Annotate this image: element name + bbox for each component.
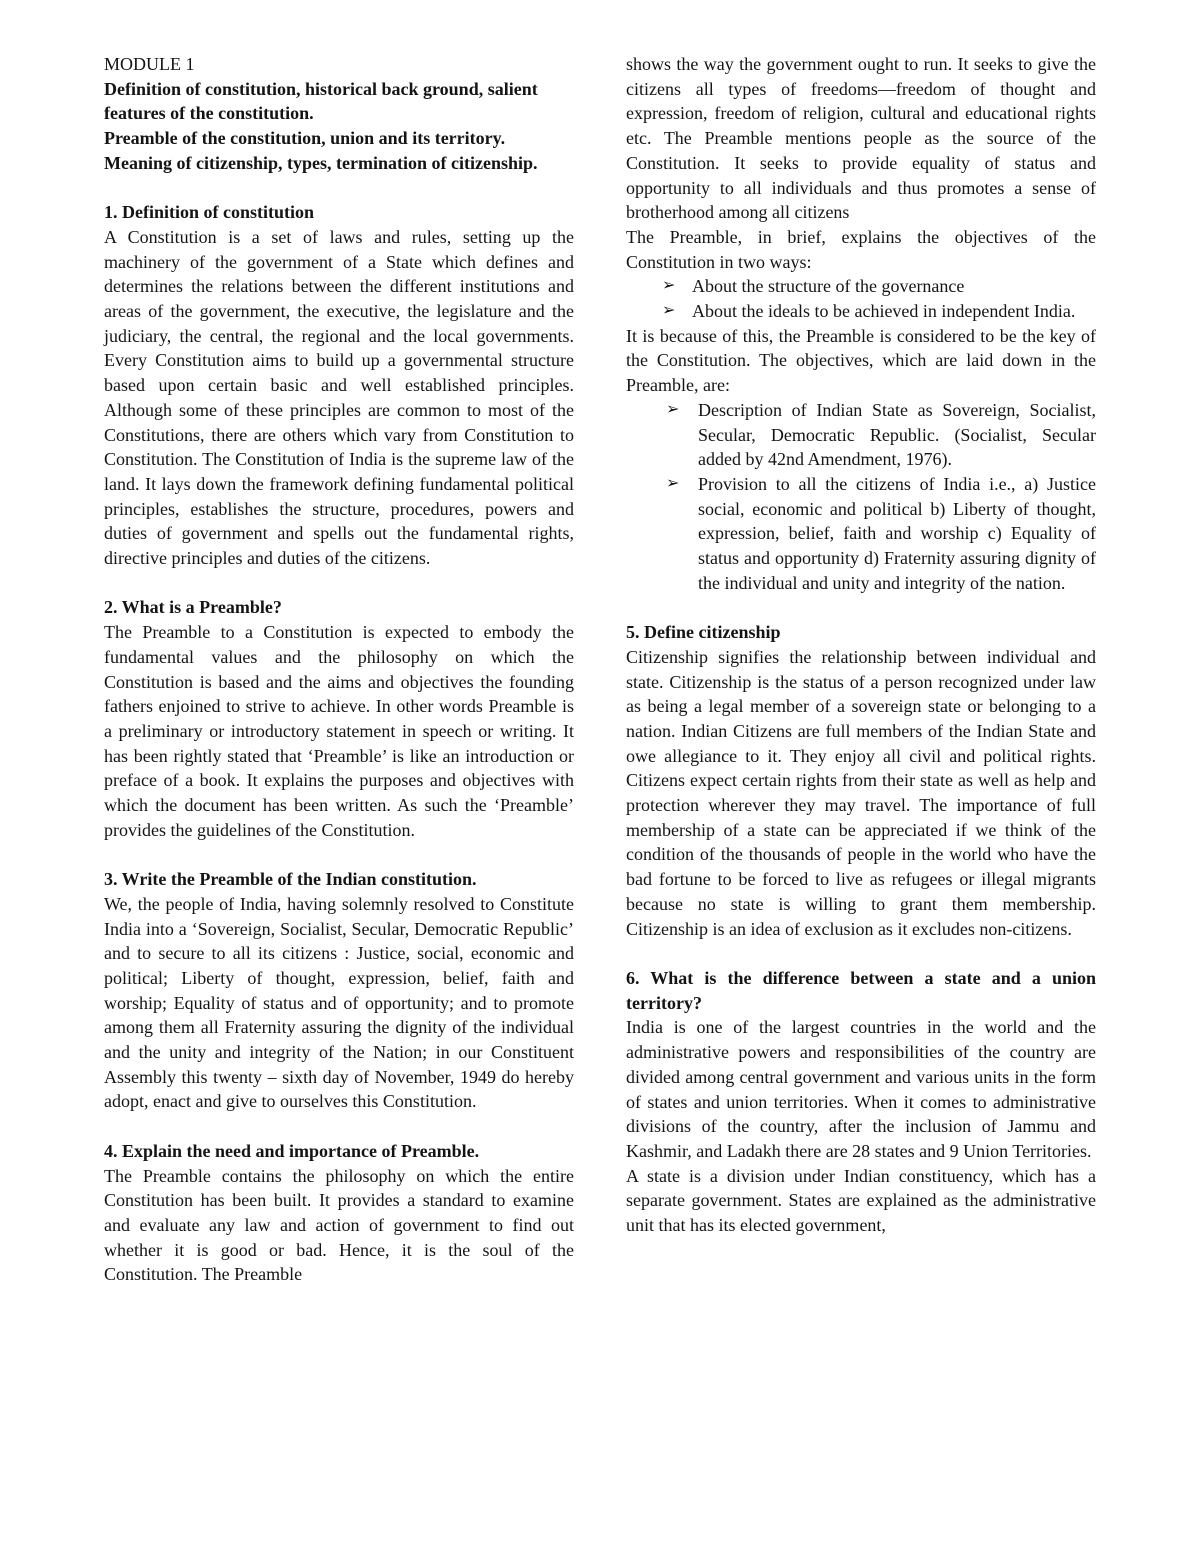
module-topic-3: Meaning of citizenship, types, termination of citizenship. (104, 152, 538, 173)
list-item: ➢ Provision to all the citizens of India i.e., a) Justice social, economic and political b) Liberty of thought, expression, belief, faith and worship c) Equality of status and opportunity d) Fraternity assuring dignity of the individual and unity and integrity of the nation. (666, 473, 1096, 593)
section-6-heading: 6. What is the difference between a state and a union territory? (626, 967, 1096, 1013)
left-column (104, 52, 574, 1287)
module-header (104, 52, 574, 176)
section-1-paragraph: A Constitution is a set of laws and rules, setting up the machinery of the government of a State which defines and determines the relations between the different institutions and areas of the government, the executive, the legislature and the judiciary, the central, the regional and the local governments. Every Constitution aims to build up a governmental structure based upon certain basic and well established principles. Although some of these principles are common to most of the Constitutions, there are others which vary from Constitution to Constitution. The Constitution of India is the supreme law of the land. It lays down the framework defining fundamental political principles, establishes the structure, procedures, powers and duties of government and spells out the fundamental rights, directive principles and duties of the citizens. (104, 226, 574, 569)
module-topic-2: Preamble of the constitution, union and its territory. (104, 128, 506, 149)
section-5-heading: 5. Define citizenship (626, 622, 781, 643)
arrow-bullet-icon: ➢ (662, 277, 676, 295)
preamble-objectives-list (626, 398, 1096, 596)
arrow-bullet-icon: ➢ (662, 302, 676, 320)
section-6-paragraph-2: A state is a division under Indian constituency, which has a separate government. States are explained as the administrative unit that has its elected government, (626, 1165, 1096, 1236)
section-4-heading: 4. Explain the need and importance of Preamble. (104, 1140, 480, 1161)
right-column (626, 52, 1096, 1238)
section-2-paragraph: The Preamble to a Constitution is expected to embody the fundamental values and the philosophy on which the Constitution is based and the aims and objectives the founding fathers enjoined to strive to achieve. In other words Preamble is a preliminary or introductory statement in speech or writing. It has been rightly stated that ‘Preamble’ is like an introduction or preface of a book. It explains the purposes and objectives with which the document has been written. As such the ‘Preamble’ provides the guidelines of the Constitution. (104, 622, 574, 840)
arrow-bullet-icon: ➢ (666, 400, 680, 418)
module-topic-1: Definition of constitution, historical back ground, salient features of the constitution. (104, 78, 538, 124)
section-6-paragraph-1: India is one of the largest countries in the world and the administrative powers and responsibilities of the country are divided among central government and various units in the form of states and union territories. When it comes to administrative divisions of the country, after the inclusion of Jammu and Kashmir, and Ladakh there are 28 states and 9 Union Territories. (626, 1017, 1096, 1161)
module-title: MODULE 1 (104, 54, 195, 74)
section-5-paragraph: Citizenship signifies the relationship between individual and state. Citizenship is the status of a person recognized under law as being a legal member of a sovereign state or belonging to a nation. Indian Citizens are full members of the Indian State and owe allegiance to it. They enjoy all civil and political rights. Citizens expect certain rights from their state as well as help and protection wherever they may travel. The importance of full membership of a state can be appreciated if we think of the condition of the thousands of people in the world who have the bad fortune to be forced to live as refugees or illegal migrants because no state is willing to grant them membership. Citizenship is an idea of exclusion as it excludes non-citizens. (626, 646, 1096, 939)
section-4-paragraph-part2: shows the way the government ought to run. It seeks to give the citizens all types of freedoms—freedom of thought and expression, freedom of religion, cultural and educational rights etc. The Preamble mentions people as the source of the Constitution. It seeks to provide equality of status and opportunity to all individuals and thus promotes a sense of brotherhood among all citizens (626, 54, 1096, 223)
section-1-heading: 1. Definition of constitution (104, 202, 315, 223)
list-item: ➢ About the ideals to be achieved in independent India. (626, 299, 1096, 324)
section-4-paragraph-part1: The Preamble contains the philosophy on which the entire Constitution has been built. It provides a standard to examine and evaluate any law and action of government to find out whether it is good or bad. Hence, it is the soul of the Constitution. The Preamble (104, 1165, 574, 1285)
arrow-bullet-icon: ➢ (666, 474, 680, 492)
preamble-ways-list (626, 274, 1096, 323)
list-item: ➢ About the structure of the governance (626, 274, 1096, 299)
section-2-heading: 2. What is a Preamble? (104, 597, 282, 618)
section-4-paragraph-2: The Preamble, in brief, explains the objectives of the Constitution in two ways: (626, 226, 1096, 272)
list-item: ➢ Description of Indian State as Sovereign, Socialist, Secular, Democratic Republic. (Socialist, Secular added by 42nd Amendment, 1976). (666, 399, 1096, 470)
section-3-heading: 3. Write the Preamble of the Indian constitution. (104, 869, 477, 890)
section-3-paragraph: We, the people of India, having solemnly resolved to Constitute India into a ‘Sovereign, Socialist, Secular, Democratic Republic’ and to secure to all its citizens : Justice, social, economic and political; Liberty of thought, expression, belief, faith and worship; Equality of status and of opportunity; and to promote among them all Fraternity assuring the dignity of the individual and the unity and integrity of the Nation; in our Constituent Assembly this twenty – sixth day of November, 1949 do hereby adopt, enact and give to ourselves this Constitution. (104, 893, 574, 1112)
section-4-paragraph-3: It is because of this, the Preamble is considered to be the key of the Constitution. The objectives, which are laid down in the Preamble, are: (626, 325, 1096, 396)
